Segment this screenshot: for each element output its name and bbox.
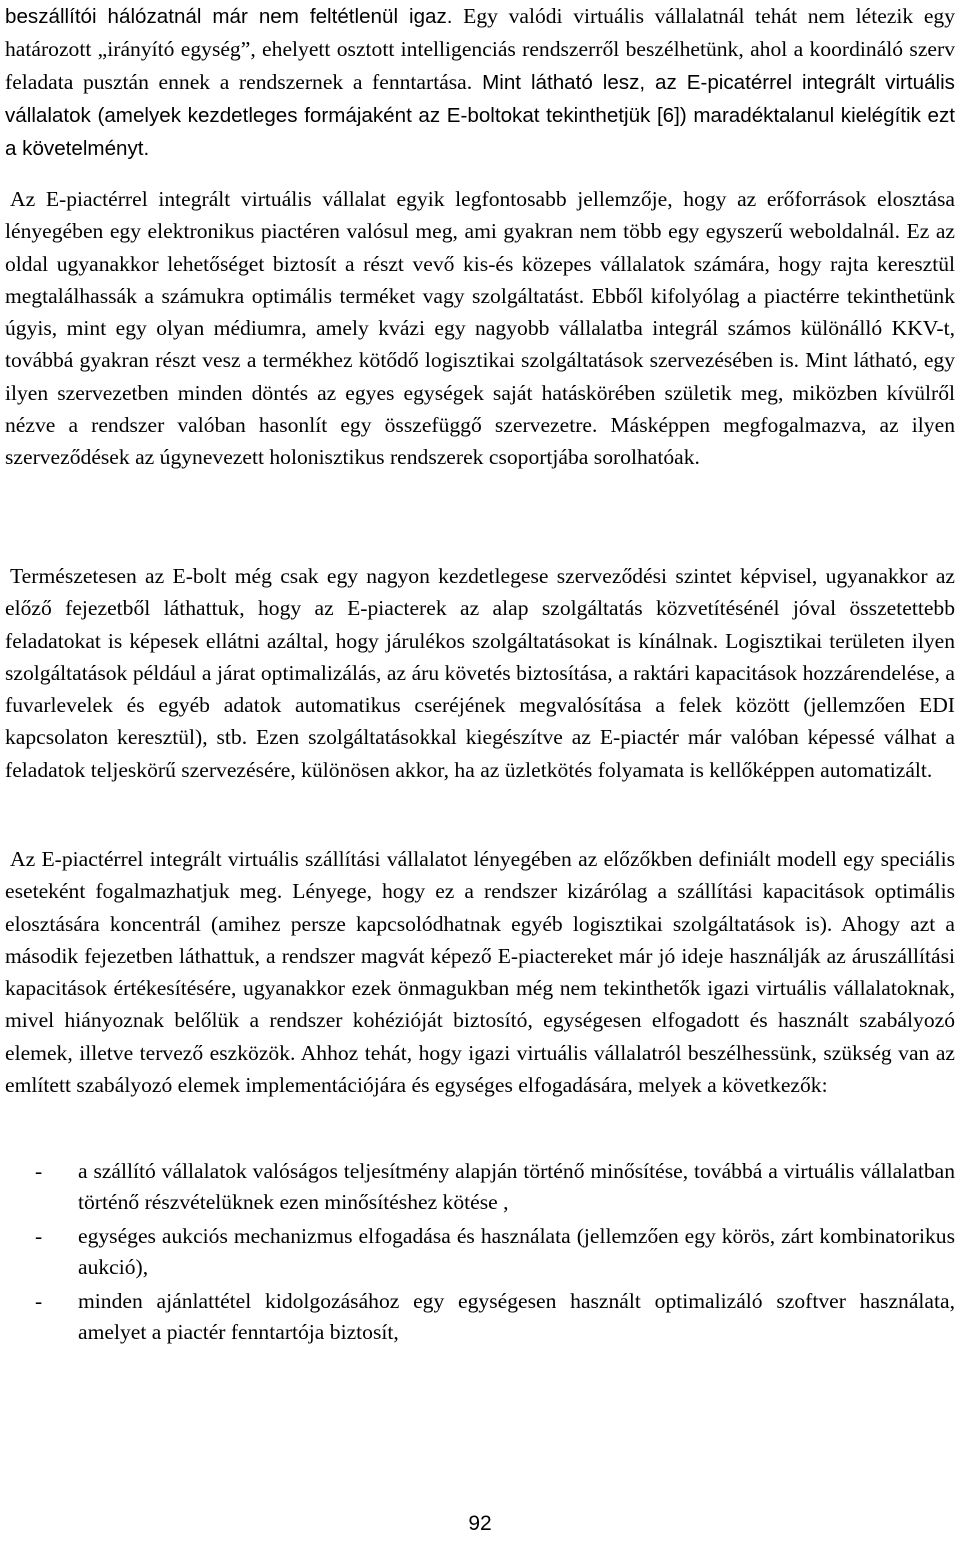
paragraph-1 — [5, 0, 955, 165]
list-item — [5, 1156, 955, 1218]
paragraph-1-tail: Mint látható lesz, az E-picatérrel integrált virtuális vállalatok (amelyek kezdetleges formájaként az E-boltokat tekinthetjük [6]) maradéktalanul kielégítik ezt a követelményt. — [5, 70, 955, 161]
list-item-text: egységes aukciós mechanizmus elfogadása és használata (jellemzően egy körös, zárt kombinatorikus aukció), — [78, 1224, 955, 1279]
paragraph-1-body: Egy valódi virtuális vállalatnál tehát nem létezik egy határozott „irányító egység”, ehelyett osztott intelligenciás rendszerről beszélhetünk, ahol a koordináló szerv feladata pusztán ennek a rendszernek a fenntartása. — [5, 4, 955, 94]
list-item — [5, 1221, 955, 1283]
list-marker: - — [35, 1289, 43, 1313]
paragraph-4: Az E-piactérrel integrált virtuális szállítási vállalatot lényegében az előzőkben definiált modell egy speciális eseteként fogalmazhatjuk meg. Lényege, hogy ez a rendszer kizárólag a szállítási kapacitások optimális elosztására koncentrál (amihez persze kapcsolódhatnak egyéb logisztikai szolgáltatások is). Ahogy azt a második fejezetben láthattuk, a rendszer magvát képező E-piactereket már jó ideje használják az áruszállítási kapacitások értékesítésére, ugyanakkor ezek önmagukban még nem tekinthetők igazi virtuális vállalatoknak, mivel hiányoznak belőlük a rendszer kohézióját biztosító, egységesen elfogadott és használt szabályozó elemek, illetve tervező eszközök. Ahhoz tehát, hogy igazi virtuális vállalatról beszélhessünk, szükség van az említett szabályozó elemek implementációjára és egységes elfogadására, melyek a következők: — [5, 847, 955, 1098]
list-item — [5, 1286, 955, 1348]
paragraph-1-opening: beszállítói hálózatnál már nem feltétlenül igaz. — [5, 5, 453, 28]
list-item-text: a szállító vállalatok valóságos teljesítmény alapján történő minősítése, továbbá a virtuális vállalatban történő részvételüknek ezen minősítéshez kötése , — [78, 1159, 955, 1214]
list-marker: - — [35, 1224, 43, 1248]
paragraph-3: Természetesen az E-bolt még csak egy nagyon kezdetlegese szerveződési szintet képvisel, ugyanakkor az előző fejezetből láthattuk, hogy az E-piacterek az alap szolgáltatás közvetítésénél jóval összetettebb feladatokat is képesek ellátni azáltal, hogy járulékos szolgáltatásokat is kínálnak. Logisztikai területen ilyen szolgáltatások például a járat optimalizálás, az áru követés biztosítása, a raktári kapacitások hozzárendelése, a fuvarlevelek és egyéb adatok automatikus cseréjének megvalósítása a felek között (jellemzően EDI kapcsolaton keresztül), stb. Ezen szolgáltatásokkal kiegészítve az E-piactér már valóban képessé válhat a feladatok teljeskörű szervezésére, különösen akkor, ha az üzletkötés folyamata is kellőképpen automatizált. — [5, 564, 955, 782]
list-marker: - — [35, 1159, 43, 1183]
list-item-text: minden ajánlattétel kidolgozásához egy egységesen használt optimalizáló szoftver használata, amelyet a piactér fenntartója biztosít, — [78, 1289, 955, 1344]
paragraph-2: Az E-piactérrel integrált virtuális vállalat egyik legfontosabb jellemzője, hogy az erőforrások elosztása lényegében egy elektronikus piactéren valósul meg, ami gyakran nem több egy egyszerű weboldalnál. Ez az oldal ugyanakkor lehetőséget biztosít a részt vevő kis-és közepes vállalatok számára, hogy rajta keresztül megtalálhassák a számukra optimális terméket vagy szolgáltatást. Ebből kifolyólag a piactérre tekinthetünk úgyis, mint egy olyan médiumra, amely kvázi egy nagyobb vállalatba integrál számos különálló KKV-t, továbbá gyakran részt vesz a termékhez kötődő logisztikai szolgáltatások szervezésében is. Mint látható, egy ilyen szervezetben minden döntés az egyes egységek saját hatáskörében születik meg, miközben kívülről nézve a rendszer valóban hasonlít egy összefüggő szervezetre. Másképpen megfogalmazva, az ilyen szerveződések az úgynevezett holonisztikus rendszerek csoportjába sorolhatóak. — [5, 187, 955, 470]
requirements-list — [5, 1156, 955, 1348]
page-number: 92 — [468, 1512, 492, 1535]
